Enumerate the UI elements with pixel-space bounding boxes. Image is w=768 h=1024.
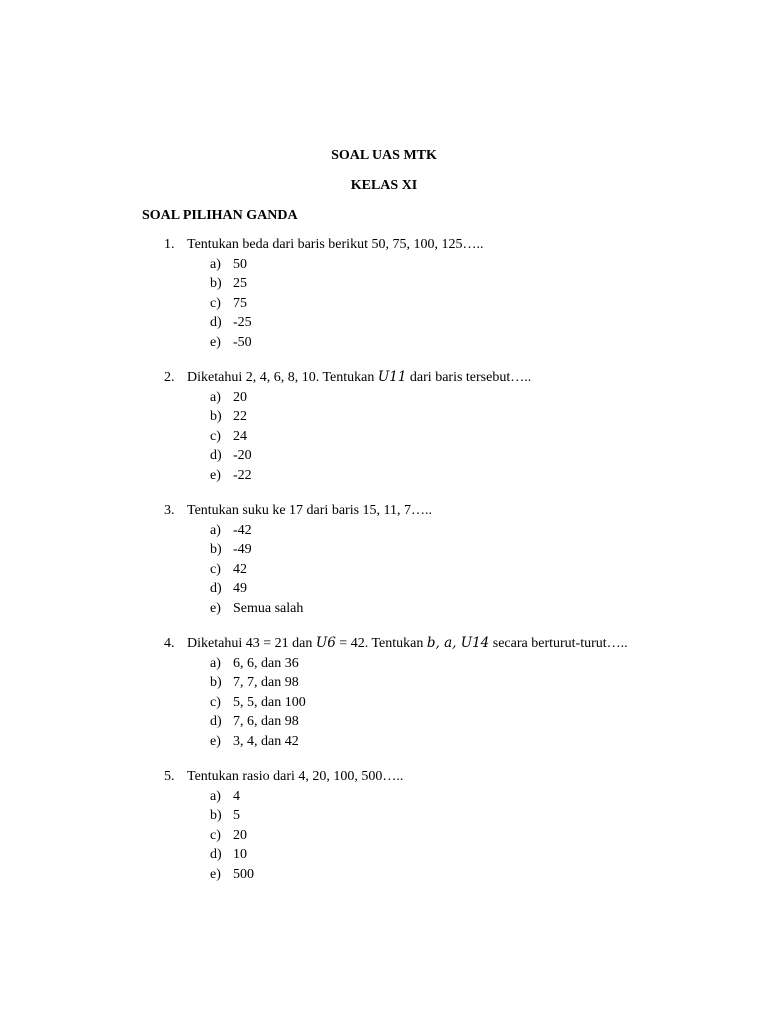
answer-option	[0, 407, 768, 427]
option-letter: b)	[210, 808, 222, 823]
option-letter: a)	[210, 522, 221, 538]
answer-option	[0, 693, 768, 713]
option-letter: e)	[210, 866, 221, 882]
option-letter: c)	[210, 561, 221, 577]
question-item	[0, 634, 768, 751]
question-text	[187, 235, 483, 255]
answer-option	[0, 388, 768, 408]
answer-options	[0, 255, 768, 353]
option-letter: d)	[210, 847, 222, 862]
question-text-segment: Tentukan beda dari baris berikut 50, 75, 100, 125…..	[187, 237, 484, 252]
answer-option	[0, 313, 768, 333]
question-item	[0, 501, 768, 618]
option-text: 500	[233, 866, 254, 882]
option-letter: e)	[210, 733, 221, 749]
math-expression: b, a, U14	[426, 635, 490, 651]
question-number: 4.	[164, 636, 175, 651]
question-number: 3.	[164, 503, 175, 518]
answer-option	[0, 865, 768, 885]
answer-option	[0, 446, 768, 466]
option-text: 4	[233, 788, 240, 804]
question-text-segment: secara berturut-turut…..	[489, 636, 628, 651]
answer-option	[0, 274, 768, 294]
question-item	[0, 767, 768, 884]
option-letter: a)	[210, 788, 221, 804]
option-letter: a)	[210, 655, 221, 671]
answer-option	[0, 466, 768, 486]
answer-option	[0, 427, 768, 447]
answer-options	[0, 521, 768, 619]
question-stem	[0, 501, 768, 521]
question-text-segment: = 42. Tentukan	[335, 636, 427, 651]
option-letter: c)	[210, 295, 221, 311]
option-text: 75	[233, 295, 247, 311]
option-letter: d)	[210, 581, 222, 596]
option-letter: b)	[210, 276, 222, 291]
question-item	[0, 235, 768, 352]
option-text: 7, 7, dan 98	[233, 675, 299, 690]
question-stem	[0, 767, 768, 787]
option-letter: e)	[210, 600, 221, 616]
question-stem	[0, 235, 768, 255]
answer-option	[0, 806, 768, 826]
option-letter: d)	[210, 448, 222, 463]
answer-option	[0, 787, 768, 807]
option-letter: d)	[210, 315, 222, 330]
question-text-segment: Diketahui 43 = 21 dan	[187, 636, 316, 651]
answer-options	[0, 787, 768, 885]
answer-options	[0, 654, 768, 752]
option-letter: a)	[210, 256, 221, 272]
section-heading: SOAL PILIHAN GANDA	[142, 208, 298, 223]
question-text	[187, 767, 403, 787]
question-text	[187, 501, 432, 521]
answer-option	[0, 560, 768, 580]
option-text: -25	[233, 315, 252, 330]
question-text	[187, 634, 628, 654]
option-text: 22	[233, 409, 247, 424]
option-letter: b)	[210, 675, 222, 690]
option-letter: b)	[210, 409, 222, 424]
option-letter: c)	[210, 827, 221, 843]
option-text: -50	[233, 334, 252, 350]
option-text: 49	[233, 581, 247, 596]
option-text: -49	[233, 542, 252, 557]
option-letter: a)	[210, 389, 221, 405]
option-text: 20	[233, 389, 247, 405]
answer-option	[0, 333, 768, 353]
option-letter: d)	[210, 714, 222, 729]
answer-option	[0, 732, 768, 752]
answer-option	[0, 712, 768, 732]
question-stem	[0, 368, 768, 388]
option-text: Semua salah	[233, 600, 304, 616]
option-text: 24	[233, 428, 247, 444]
question-number: 2.	[164, 370, 175, 385]
question-number: 5.	[164, 769, 175, 784]
question-text-segment: Tentukan suku ke 17 dari baris 15, 11, 7…..	[187, 503, 433, 518]
math-expression: U11	[377, 369, 407, 385]
option-text: 20	[233, 827, 247, 843]
option-text: 5, 5, dan 100	[233, 694, 306, 710]
answer-option	[0, 599, 768, 619]
question-number: 1.	[164, 237, 175, 252]
option-text: -22	[233, 467, 252, 483]
option-text: 7, 6, dan 98	[233, 714, 299, 729]
answer-option	[0, 294, 768, 314]
option-letter: e)	[210, 334, 221, 350]
question-text	[187, 368, 531, 388]
option-text: -20	[233, 448, 252, 463]
question-item	[0, 368, 768, 485]
answer-option	[0, 673, 768, 693]
option-text: 50	[233, 256, 247, 272]
answer-option	[0, 579, 768, 599]
document-title: SOAL UAS MTK	[331, 148, 437, 163]
answer-option	[0, 654, 768, 674]
option-letter: c)	[210, 428, 221, 444]
question-list	[0, 235, 768, 900]
option-text: 3, 4, dan 42	[233, 733, 299, 749]
answer-options	[0, 388, 768, 486]
question-text-segment: Tentukan rasio dari 4, 20, 100, 500…..	[187, 769, 404, 784]
option-text: 10	[233, 847, 247, 862]
option-text: 6, 6, dan 36	[233, 655, 299, 671]
question-text-segment: Diketahui 2, 4, 6, 8, 10. Tentukan	[187, 370, 378, 385]
answer-option	[0, 826, 768, 846]
answer-option	[0, 540, 768, 560]
answer-option	[0, 845, 768, 865]
option-letter: b)	[210, 542, 222, 557]
option-text: 25	[233, 276, 247, 291]
document-subtitle: KELAS XI	[350, 178, 418, 193]
option-text: 42	[233, 561, 247, 577]
option-letter: c)	[210, 694, 221, 710]
question-text-segment: dari baris tersebut…..	[406, 370, 532, 385]
question-stem	[0, 634, 768, 654]
option-text: 5	[233, 808, 240, 823]
answer-option	[0, 521, 768, 541]
option-text: -42	[233, 522, 252, 538]
answer-option	[0, 255, 768, 275]
option-letter: e)	[210, 467, 221, 483]
math-expression: U6	[315, 635, 336, 651]
